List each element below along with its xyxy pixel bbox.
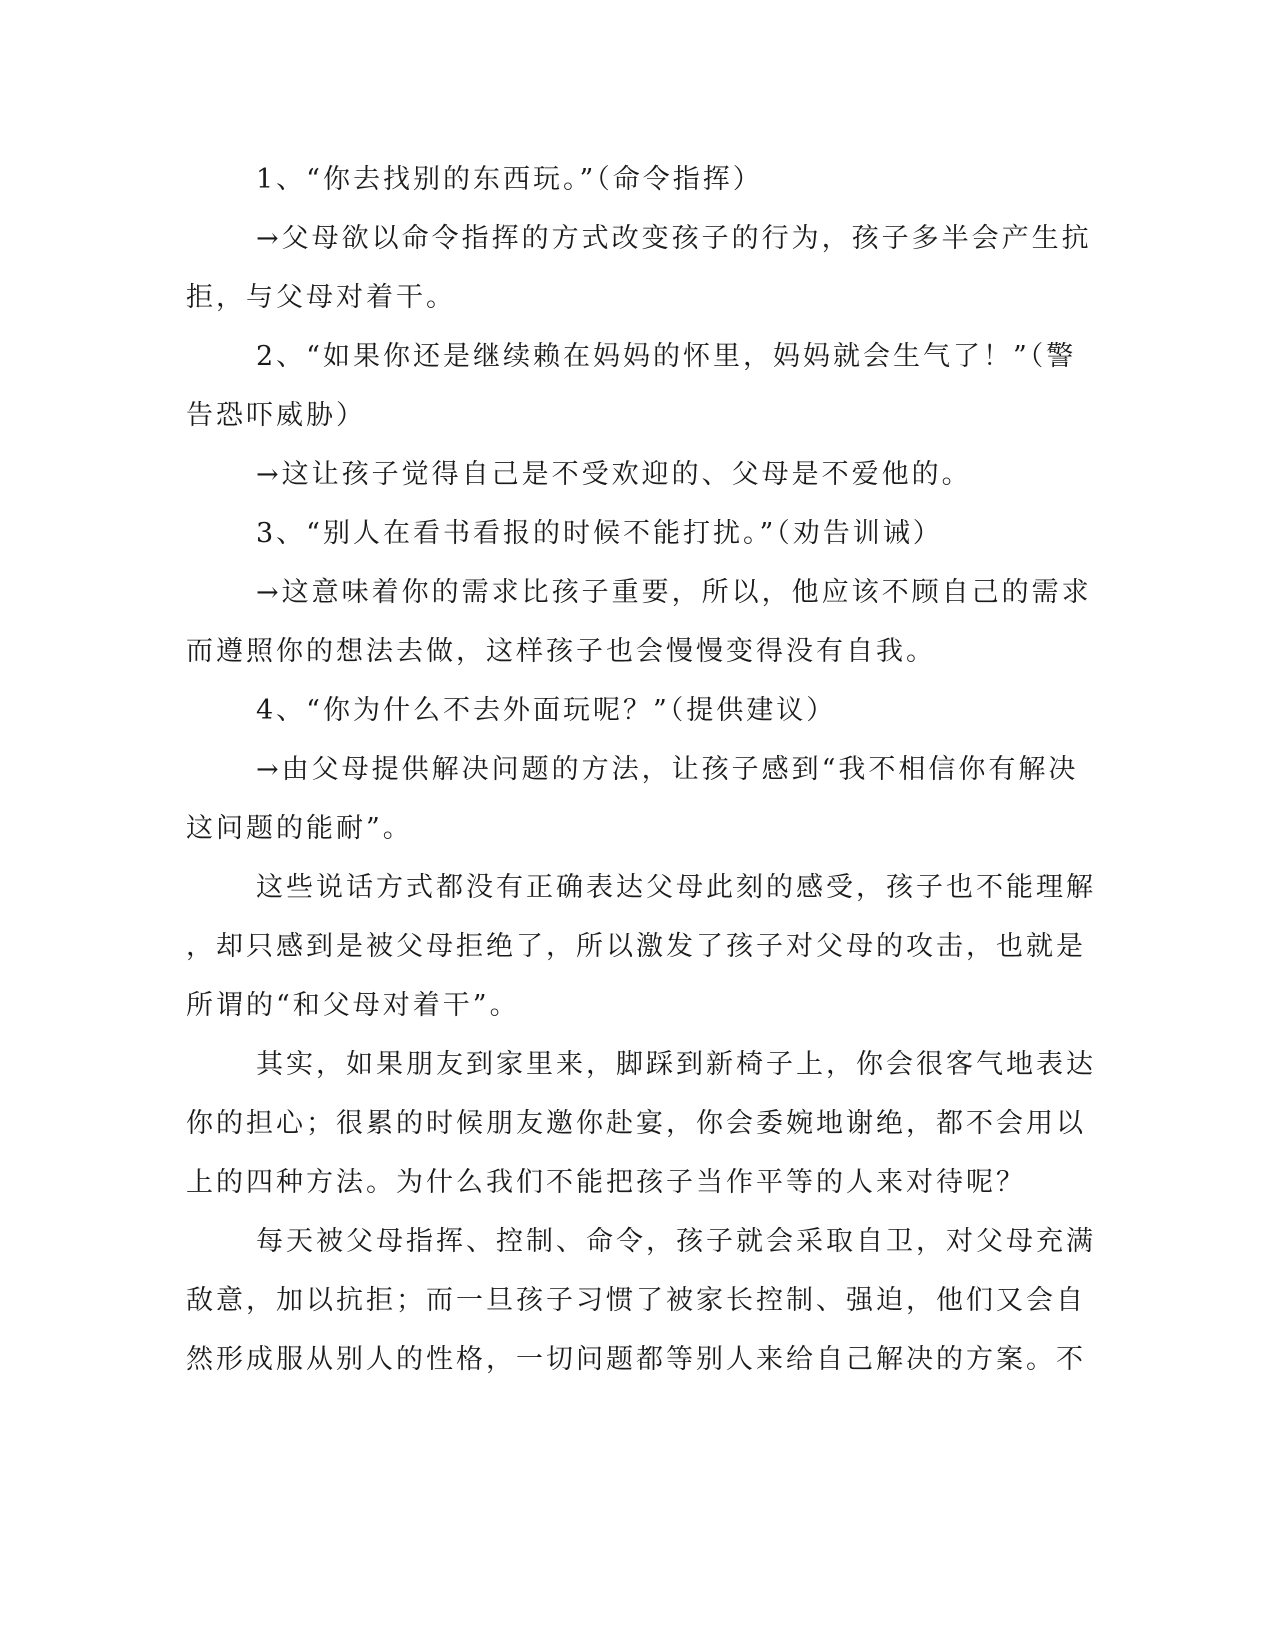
text-line-15: 所谓的“和父母对着干”。	[186, 990, 520, 1021]
text-line-14: ，却只感到是被父母拒绝了，所以激发了孩子对父母的攻击，也就是	[186, 931, 1086, 962]
text-line-8: →这意味着你的需求比孩子重要，所以，他应该不顾自己的需求	[256, 577, 1092, 608]
text-line-18: 上的四种方法。为什么我们不能把孩子当作平等的人来对待呢？	[186, 1167, 1026, 1198]
text-line-20: 敌意，加以抗拒；而一旦孩子习惯了被家长控制、强迫，他们又会自	[186, 1285, 1086, 1316]
text-line-21: 然形成服从别人的性格，一切问题都等别人来给自己解决的方案。不	[186, 1344, 1086, 1375]
text-line-13: 这些说话方式都没有正确表达父母此刻的感受，孩子也不能理解	[256, 872, 1096, 903]
text-line-16: 其实，如果朋友到家里来，脚踩到新椅子上，你会很客气地表达	[256, 1049, 1096, 1080]
text-line-19: 每天被父母指挥、控制、命令，孩子就会采取自卫，对父母充满	[256, 1226, 1096, 1257]
text-line-3: 拒，与父母对着干。	[186, 282, 456, 313]
text-line-9: 而遵照你的想法去做，这样孩子也会慢慢变得没有自我。	[186, 636, 936, 667]
text-line-5: 告恐吓威胁）	[186, 400, 366, 431]
text-line-2: →父母欲以命令指挥的方式改变孩子的行为，孩子多半会产生抗	[256, 223, 1092, 254]
text-line-1: 1、“你去找别的东西玩。”（命令指挥）	[256, 164, 763, 195]
text-line-12: 这问题的能耐”。	[186, 813, 413, 844]
text-line-6: →这让孩子觉得自己是不受欢迎的、父母是不爱他的。	[256, 459, 972, 490]
text-line-4: 2、“如果你还是继续赖在妈妈的怀里，妈妈就会生气了！”（警	[256, 341, 1077, 372]
text-line-11: →由父母提供解决问题的方法，让孩子感到“我不相信你有解决	[256, 754, 1079, 785]
text-line-7: 3、“别人在看书看报的时候不能打扰。”（劝告训诫）	[256, 518, 943, 549]
text-line-10: 4、“你为什么不去外面玩呢？”（提供建议）	[256, 695, 837, 726]
text-line-17: 你的担心；很累的时候朋友邀你赴宴，你会委婉地谢绝，都不会用以	[186, 1108, 1086, 1139]
